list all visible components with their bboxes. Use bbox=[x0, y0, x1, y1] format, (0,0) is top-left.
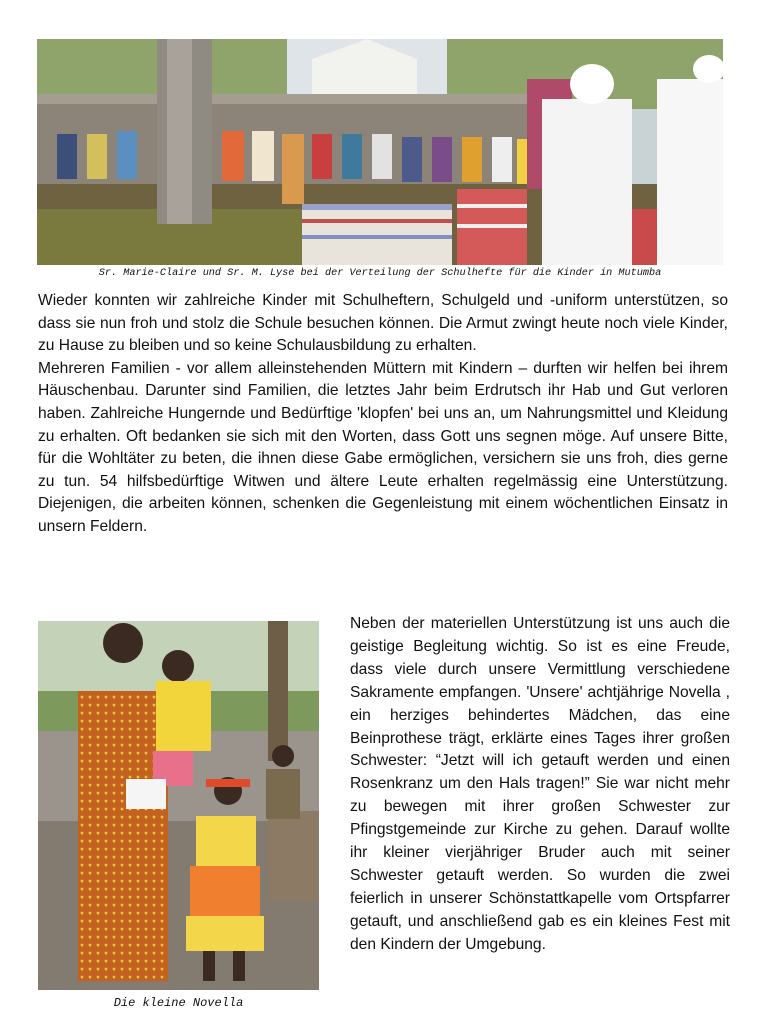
top-photo-caption: Sr. Marie-Claire und Sr. M. Lyse bei der Verteilung der Schulhefte für die Kinder in Mutumba bbox=[98, 268, 662, 279]
novella-illustration bbox=[38, 621, 319, 990]
article-side-column bbox=[350, 613, 730, 957]
paragraph-spiritual-support: Neben der materiellen Unterstützung ist uns auch die geistige Begleitung wichtig. So ist es eine Freude, dass viele durch unsere Vermittlung verschiedene Sakramente empfangen. 'Unsere' achtjährige Novella , ein herziges behindertes Mädchen, das eine Beinprothese trägt, erklärte eines Tages ihrer großen Schwester: “Jetzt will ich getauft werden und einen Rosenkranz um den Hals tragen!” Sie war nicht mehr zu bewegen mit ihrer großen Schwester zur Pfingstgemeinde zur Kirche zu gehen. Darauf wollte ihr kleiner vierjähriger Bruder auch mit seiner Schwester getauft werden. So wurden die zwei feierlich in unserer Schönstattkapelle vom Ortspfarrer getauft, und anschließend gab es ein kleines Fest mit den Kindern der Umgebung. bbox=[350, 615, 730, 953]
school-notebook-distribution-illustration bbox=[37, 39, 723, 265]
school-notebook-distribution-photo bbox=[37, 39, 723, 265]
bottom-photo-caption: Die kleine Novella bbox=[113, 996, 244, 1010]
paragraph-school-support: Wieder konnten wir zahlreiche Kinder mit Schulheftern, Schulgeld und -uniform unterstützen, so dass sie nun froh und stolz die Schule besuchen können. Die Armut zwingt heute noch viele Kinder, zu Hause zu bleiben und so keine Schulausbildung zu erhalten. bbox=[38, 292, 728, 355]
novella-photo bbox=[38, 621, 319, 990]
paragraph-family-support: Mehreren Familien - vor allem alleinstehenden Müttern mit Kindern – durften wir helfen bei ihrem Häuschenbau. Darunter sind Familien, die letztes Jahr beim Erdrutsch ihr Hab und Gut verloren haben. Zahlreiche Hungernde und Bedürftige 'klopfen' bei uns an, um Nahrungsmittel und Kleidung zu erhalten. Oft bedanken sie sich mit den Worten, dass Gott uns segnen möge. Auf unsere Bitte, für die Wohltäter zu beten, die ihnen diese Gabe ermöglichen, versichern sie uns froh, dies gerne zu tun. 54 hilfsbedürftige Witwen und ältere Leute erhalten regelmässig eine Unterstützung. Diejenigen, die arbeiten können, schenken die Gegenleistung mit einem wöchentlichen Einsatz in unsern Feldern. bbox=[38, 359, 728, 535]
article-body bbox=[38, 290, 728, 539]
